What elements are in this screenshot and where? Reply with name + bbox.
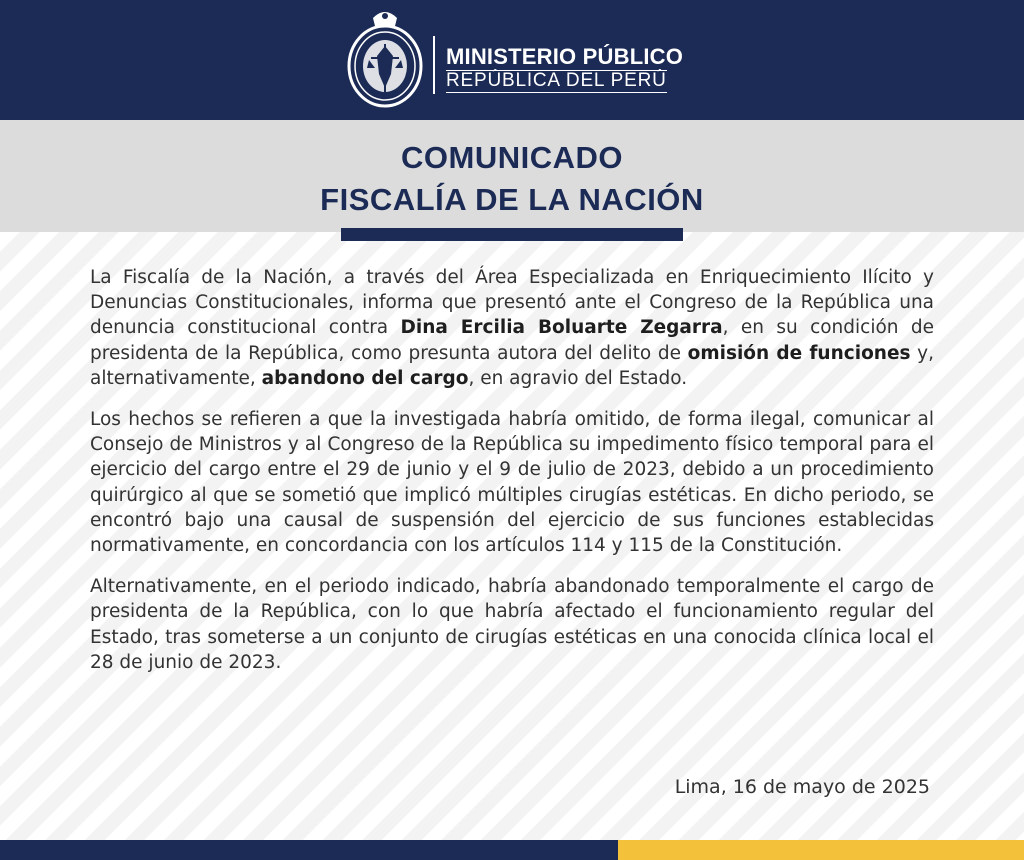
bold-phrase: omisión de funciones: [687, 342, 911, 364]
text-run: y, alternativamente,: [90, 342, 934, 389]
title-underline: [341, 228, 683, 241]
date-line: Lima, 16 de mayo de 2025: [674, 776, 930, 798]
text-run: , en su condición de presidenta de la República, como presunta autora del delito de: [90, 317, 935, 364]
text-run: , en agravio del Estado.: [468, 367, 688, 389]
paragraph-2: Los hechos se refieren a que la investigada habría omitido, de forma ilegal, comunicar al Consejo de Ministros y al Congreso de la República su impedimento físico temporal para el ejercicio del cargo entre el 29 de junio y el 9 de julio de 2023, debido a un procedimiento quirúrgico al que se sometió que implicó múltiples cirugías estéticas. En dicho periodo, se encontró bajo una causal de suspensión del ejercicio de sus funciones establecidas normativamente, en concordancia con los artículos 114 y 115 de la Constitución.: [90, 409, 934, 557]
title-fiscalia: FISCALÍA DE LA NACIÓN: [320, 182, 704, 217]
bold-phrase: Dina Ercilia Boluarte Zegarra: [400, 317, 723, 339]
bold-phrase: abandono del cargo: [261, 367, 469, 389]
paragraph-1: [90, 265, 934, 391]
org-subtitle: REPÚBLICA DEL PERÚ: [446, 70, 667, 91]
ministerio-publico-seal-icon: [345, 8, 425, 112]
footer-bar-gold: [618, 840, 1024, 860]
org-name: MINISTERIO PÚBLICO: [446, 44, 684, 69]
header-divider: [433, 36, 435, 94]
statement-body: [90, 265, 934, 691]
title-comunicado: COMUNICADO: [401, 140, 623, 175]
footer-bar-navy: [0, 840, 618, 860]
paragraph-3: Alternativamente, en el periodo indicado, habría abandonado temporalmente el cargo de presidenta de la República, con lo que habría afectado el funcionamiento regular del Estado, tras someterse a un conjunto de cirugías estéticas en una conocida clínica local el 28 de junio de 2023.: [90, 576, 934, 673]
text-run: La Fiscalía de la Nación, a través del Área Especializada en Enriquecimiento Ilícito y Denuncias Constitucionales, informa que presentó ante el Congreso de la República una denuncia constitucional contra: [90, 267, 934, 339]
